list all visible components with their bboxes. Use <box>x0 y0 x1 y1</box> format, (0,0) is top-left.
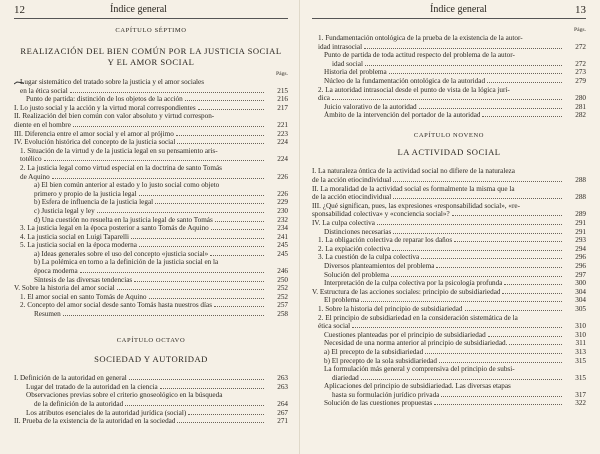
leader-dots <box>434 404 562 405</box>
leader-dots <box>73 126 264 127</box>
toc-entry-text: El problema <box>324 296 360 305</box>
toc-entry <box>312 322 586 331</box>
toc-entry-text: Punto de partida: distinción de los objetos de la acción <box>26 95 183 104</box>
chapter-7-label: CAPÍTULO SÉPTIMO <box>115 27 187 34</box>
toc-entry-page: 263 <box>277 382 288 391</box>
toc-entry <box>14 198 288 207</box>
leader-dots <box>377 224 562 225</box>
toc-entry <box>312 305 586 314</box>
toc-entry <box>14 241 288 250</box>
chapter-7-title <box>14 46 288 67</box>
toc-entry-page: 313 <box>575 347 586 356</box>
leader-dots <box>352 327 562 328</box>
leader-dots <box>125 405 264 406</box>
leader-dots <box>198 109 264 110</box>
toc-entry-page: 245 <box>277 249 288 258</box>
toc-entry <box>14 155 288 164</box>
toc-entry <box>312 219 586 228</box>
leader-dots <box>52 178 264 179</box>
toc-entry-page: 271 <box>277 417 288 426</box>
toc-entry-text: Los atributos esenciales de la autoridad jurídica (social) <box>26 408 187 417</box>
leader-dots <box>139 246 264 247</box>
toc-entry-page: 272 <box>575 59 586 68</box>
leader-dots <box>129 379 264 380</box>
leader-dots <box>361 379 562 380</box>
toc-entry-text: 1. Situación de la virtud y de la justicia legal en su pensamiento aris- <box>20 146 218 155</box>
toc-entry-text: b) Esfera de influencia de la justicia legal <box>34 198 154 207</box>
right-page <box>300 0 600 454</box>
toc-entry-text: V. Sobre la historia del amor social <box>14 284 115 293</box>
toc-entry-page: 224 <box>277 155 288 164</box>
toc-entry <box>312 262 586 271</box>
toc-entry <box>14 130 288 139</box>
toc-entry-text: II. Realización del bien común con valor absoluto y virtud correspon- <box>14 112 215 121</box>
toc-entry <box>14 284 288 293</box>
leader-dots <box>465 310 562 311</box>
toc-entry <box>14 224 288 233</box>
toc-entry <box>14 87 288 96</box>
toc-entry-page: 246 <box>277 267 288 276</box>
toc-entry-page: 264 <box>277 399 288 408</box>
toc-entry-text: a) El precepto de la subsidiariedad <box>324 347 424 356</box>
toc-entry-page: 304 <box>575 296 586 305</box>
toc-entry-text: 1. Fundamentación ontológica de la prueba de la existencia de la autor- <box>318 34 523 42</box>
leader-dots <box>361 301 562 302</box>
toc-entry-text: II. La moralidad de la actividad social es formalmente la misma que la <box>312 184 515 193</box>
pages-column-label-right: Págs. <box>574 27 586 33</box>
chapter-8-toc <box>14 374 288 426</box>
toc-entry-text: Interpretación de la culpa colectiva por la psicología profunda <box>324 279 503 288</box>
leader-dots <box>393 198 562 199</box>
toc-entry-text: de la acción etiocindividual <box>312 193 392 202</box>
leader-dots <box>454 241 562 242</box>
toc-entry <box>14 95 288 104</box>
toc-entry-page: 288 <box>575 193 586 202</box>
leader-dots <box>482 116 562 117</box>
toc-entry-page: 223 <box>277 129 288 138</box>
toc-entry <box>14 301 288 310</box>
toc-entry-text: d) Una cuestión no resuelta en la justicia legal de santo Tomás <box>34 215 213 224</box>
toc-entry <box>312 60 586 69</box>
toc-entry-text: Juicio valorativo de la autoridad <box>324 102 417 111</box>
toc-entry-text: sponsabilidad colectiva» y «conciencia social»? <box>312 210 450 219</box>
toc-entry-page: 272 <box>575 42 586 51</box>
leader-dots <box>97 212 264 213</box>
toc-entry-text: II. Prueba de la existencia de la autoridad en la sociedad <box>14 417 176 426</box>
toc-entry <box>312 245 586 254</box>
toc-entry-text: diariedad <box>332 373 359 382</box>
toc-entry <box>14 276 288 285</box>
leader-dots <box>210 255 264 256</box>
chapter-9-label: CAPÍTULO NOVENO <box>413 131 485 139</box>
toc-entry <box>14 293 288 302</box>
toc-entry-text: 3. La justicia legal en la época posterior a santo Tomás de Aquino <box>20 224 209 233</box>
toc-entry <box>312 236 586 245</box>
leader-dots <box>364 48 562 49</box>
toc-entry-page: 305 <box>575 304 586 313</box>
chapter-9-title: LA ACTIVIDAD SOCIAL <box>397 146 501 157</box>
leader-dots <box>425 353 562 354</box>
toc-entry-text: de Aquino <box>20 172 50 181</box>
toc-entry <box>312 193 586 202</box>
toc-entry-page: 226 <box>277 172 288 181</box>
toc-entry <box>312 228 586 237</box>
toc-entry-page: 281 <box>575 102 586 111</box>
chapter-7-toc <box>14 78 288 319</box>
toc-entry <box>14 207 288 216</box>
toc-entry-text: 2. El principio de subsidiariedad en la consideración sistemática de la <box>318 313 518 322</box>
toc-entry-text: primero y propio de la justicia legal <box>34 189 137 198</box>
toc-entry <box>312 94 586 103</box>
toc-entry-page: 245 <box>277 241 288 250</box>
toc-entry-text: Síntesis de las diversas tendencias <box>34 275 133 284</box>
toc-entry-page: 263 <box>277 374 288 383</box>
toc-entry-page: 267 <box>277 408 288 417</box>
chapter-8-continued-toc <box>312 34 586 120</box>
leader-dots <box>452 215 562 216</box>
toc-entry <box>312 296 586 305</box>
leader-dots <box>176 135 264 136</box>
toc-entry <box>312 288 586 297</box>
toc-entry-page: 252 <box>277 292 288 301</box>
leader-dots <box>185 100 264 101</box>
toc-entry-page: 250 <box>277 275 288 284</box>
toc-entry-page: 296 <box>575 261 586 270</box>
toc-entry-text: de la acción etiocindividual <box>312 176 392 185</box>
toc-entry <box>14 374 288 383</box>
leader-dots <box>155 203 264 204</box>
chapter-9-toc <box>312 167 586 408</box>
toc-entry <box>312 68 586 77</box>
leader-dots <box>504 284 562 285</box>
toc-entry <box>14 173 288 182</box>
toc-entry-page: 296 <box>575 253 586 262</box>
toc-entry-text: 2. Concepto del amor social desde santo Tomás hasta nuestros días <box>20 301 212 310</box>
leader-dots <box>117 289 264 290</box>
toc-entry-text: I. Lo justo social y la acción y la virtud moral correspondientes <box>14 103 196 112</box>
toc-entry-text: Observaciones previas sobre el criterio gnoseológico en la búsqueda <box>26 391 223 400</box>
leader-dots <box>139 195 264 196</box>
toc-entry-text: III. ¿Qué significan, pues, las expresiones «responsabilidad social», «re- <box>312 201 520 210</box>
toc-entry-text: de la definición de la autoridad <box>34 399 124 408</box>
toc-entry-text: Distinciones necesarias <box>324 227 392 236</box>
toc-entry-text: La formulación más general y comprensiva del principio de subsi- <box>324 365 515 374</box>
toc-entry-page: 217 <box>277 103 288 112</box>
toc-entry-text: 3. La cuestión de la culpa colectiva <box>318 253 420 262</box>
toc-entry <box>312 271 586 280</box>
toc-entry <box>14 267 288 276</box>
leader-dots <box>393 233 562 234</box>
leader-dots <box>509 344 562 345</box>
toc-entry-page: 310 <box>575 322 586 331</box>
toc-entry-text: b) La polémica en torno a la definición de la justicia social en la <box>34 258 219 267</box>
toc-entry-text: c) Justicia legal y ley <box>34 206 95 215</box>
toc-entry-text: Resumen <box>34 310 61 319</box>
toc-entry-page: 315 <box>575 356 586 365</box>
toc-entry-text: 2. La autoridad intrasocial desde el punto de vista de la lógica jurí- <box>318 85 510 94</box>
toc-entry <box>14 233 288 242</box>
toc-entry-text: 1. La obligación colectiva de reparar los daños <box>318 236 453 245</box>
toc-entry-text: idad intrasocial <box>318 42 363 51</box>
right-running-header <box>312 4 586 19</box>
toc-entry-page: 294 <box>575 244 586 253</box>
toc-entry <box>312 357 586 366</box>
toc-entry <box>14 104 288 113</box>
toc-entry-text: Ámbito de la intervención del portador de la autoridad <box>324 111 481 120</box>
toc-entry-text: I. La naturaleza óntica de la actividad social no difiere de la naturaleza <box>312 167 515 176</box>
toc-entry-page: 226 <box>277 189 288 198</box>
leader-dots <box>188 414 264 415</box>
toc-entry-text: época moderna <box>34 267 78 276</box>
toc-entry <box>312 374 586 383</box>
toc-entry-page: 288 <box>575 176 586 185</box>
toc-entry-text: 5. La justicia social en la época moderna <box>20 241 137 250</box>
toc-entry-text: Historia del problema <box>324 68 387 77</box>
toc-entry <box>14 121 288 130</box>
toc-entry-text: idad social <box>332 59 363 68</box>
toc-entry <box>312 77 586 86</box>
toc-entry-text: diente en el hombre <box>14 120 71 129</box>
toc-entry-page: 304 <box>575 287 586 296</box>
toc-entry <box>312 279 586 288</box>
toc-entry-text: Necesidad de una norma anterior al principio de subsidiariedad. <box>324 339 508 348</box>
toc-entry-text: 1. El amor social en santo Tomás de Aquino <box>20 292 147 301</box>
toc-entry <box>312 210 586 219</box>
toc-entry-page: 224 <box>277 138 288 147</box>
leader-dots <box>160 388 264 389</box>
toc-entry-text: Solución de las cuestiones propuestas <box>324 399 433 408</box>
leader-dots <box>149 298 264 299</box>
leader-dots <box>419 108 562 109</box>
toc-entry-text: a) El bien común anterior al estado y lo justo social como objeto <box>34 181 220 190</box>
leader-dots <box>63 315 264 316</box>
leader-dots <box>214 306 264 307</box>
toc-entry <box>312 348 586 357</box>
toc-entry <box>14 383 288 392</box>
leader-dots <box>436 267 562 268</box>
toc-entry-page: 221 <box>277 120 288 129</box>
leader-dots <box>487 82 562 83</box>
toc-entry-page: 297 <box>575 270 586 279</box>
toc-entry <box>312 399 586 408</box>
toc-entry-page: 315 <box>575 373 586 382</box>
toc-entry <box>14 216 288 225</box>
leader-dots <box>70 92 264 93</box>
chapter-8-title: SOCIEDAD Y AUTORIDAD <box>94 353 208 364</box>
toc-entry <box>312 253 586 262</box>
leader-dots <box>441 396 562 397</box>
toc-entry-page: 216 <box>277 95 288 104</box>
toc-entry-page: 258 <box>277 310 288 319</box>
chapter-7-title-line-2: Y EL AMOR SOCIAL <box>107 56 195 67</box>
toc-entry-page: 273 <box>575 68 586 77</box>
toc-entry-text: Aplicaciones del principio de subsidiariedad. Las diversas etapas <box>324 382 511 391</box>
toc-entry-text: 4. La justicia social en Luigi Taparelli <box>20 232 129 241</box>
right-page-number: 13 <box>575 4 586 16</box>
toc-entry-page: 289 <box>575 210 586 219</box>
toc-entry <box>14 138 288 147</box>
toc-entry-page: 311 <box>575 339 586 348</box>
pencil-mark-icon <box>14 80 24 86</box>
toc-entry-text: III. Diferencia entre el amor social y el amor al prójimo <box>14 129 174 138</box>
toc-entry-text: IV. La culpa colectiva <box>312 219 375 227</box>
toc-entry-text: Punto de partida de toda actitud respecto del problema de la autor- <box>324 51 515 60</box>
toc-entry-page: 241 <box>277 232 288 241</box>
right-running-head: Índice general <box>430 4 487 15</box>
toc-entry-text: Solución del problema <box>324 270 390 279</box>
leader-dots <box>421 258 562 259</box>
toc-entry <box>14 417 288 426</box>
toc-entry-page: 291 <box>575 227 586 236</box>
toc-entry-page: 293 <box>575 236 586 245</box>
toc-entry-text: 2. La expiación colectiva <box>318 244 391 253</box>
toc-entry-page: 279 <box>575 76 586 85</box>
toc-entry-text: b) El precepto de la sola subsidiariedad <box>324 356 437 365</box>
toc-entry-text: ética social <box>318 322 351 331</box>
toc-entry <box>14 310 288 319</box>
left-running-head: Índice general <box>110 4 167 15</box>
toc-entry <box>312 176 586 185</box>
toc-entry-text: 2. La justicia legal como virtud especial en la doctrina de santo Tomás <box>20 163 222 172</box>
leader-dots <box>131 238 264 239</box>
leader-dots <box>332 99 562 100</box>
leader-dots <box>215 221 264 222</box>
toc-entry-text: 1. Sobre la historia del principio de subsidiariedad <box>318 304 463 313</box>
toc-entry-page: 322 <box>575 399 586 408</box>
toc-entry-text: dica <box>318 94 330 103</box>
pages-column-label: Págs. <box>276 71 288 77</box>
toc-entry-page: 252 <box>277 284 288 293</box>
toc-entry <box>312 43 586 52</box>
toc-entry-text: totélico <box>20 155 42 164</box>
toc-entry-page: 230 <box>277 206 288 215</box>
toc-entry-text: Lugar sistemático del tratado sobre la justicia y el amor sociales <box>20 78 205 86</box>
toc-entry-text: IV. Evolución histórica del concepto de la justicia social <box>14 138 176 147</box>
leader-dots <box>80 272 264 273</box>
toc-entry-text: V. Estructura de las acciones sociales: principio de subsidiariedad <box>312 287 501 296</box>
toc-entry-page: 215 <box>277 86 288 95</box>
leader-dots <box>392 250 562 251</box>
left-running-header <box>14 4 288 19</box>
toc-entry <box>14 409 288 418</box>
leader-dots <box>389 73 562 74</box>
toc-entry-page: 282 <box>575 111 586 120</box>
toc-entry-text: I. Definición de la autoridad en general <box>14 374 127 383</box>
toc-entry-page: 291 <box>575 219 586 227</box>
toc-entry-text: a) Ideas generales sobre el uso del concepto «justicia social» <box>34 249 209 258</box>
leader-dots <box>391 276 562 277</box>
toc-entry-text: Lugar del tratado de la autoridad en la ciencia <box>26 382 158 391</box>
leader-dots <box>502 293 562 294</box>
leader-dots <box>211 229 264 230</box>
toc-entry <box>14 250 288 259</box>
leader-dots <box>365 65 562 66</box>
toc-entry-page: 317 <box>575 390 586 399</box>
toc-entry-text: en la ética social <box>20 86 68 95</box>
toc-entry <box>14 190 288 199</box>
toc-entry-page: 280 <box>575 94 586 103</box>
toc-entry-text: Diversos planteamientos del problema <box>324 261 435 270</box>
toc-entry-page: 300 <box>575 279 586 288</box>
chapter-8-label: CAPÍTULO OCTAVO <box>116 336 186 344</box>
toc-entry-text: hasta su formulación jurídico privada <box>332 390 440 399</box>
leader-dots <box>134 281 264 282</box>
leader-dots <box>488 336 562 337</box>
toc-entry <box>312 111 586 120</box>
toc-entry-page: 229 <box>277 198 288 207</box>
toc-entry-page: 232 <box>277 215 288 224</box>
leader-dots <box>177 143 264 144</box>
toc-entry <box>312 331 586 340</box>
toc-entry-page: 234 <box>277 224 288 233</box>
toc-entry-page: 257 <box>277 301 288 310</box>
chapter-7-title-line-1: REALIZACIÓN DEL BIEN COMÚN POR LA JUSTICIA SOCIAL <box>20 46 282 56</box>
toc-entry-text: Núcleo de la fundamentación ontológica de la autoridad <box>324 76 486 85</box>
toc-entry <box>312 391 586 400</box>
toc-entry-page: 310 <box>575 330 586 339</box>
leader-dots <box>177 422 264 423</box>
leader-dots <box>439 362 562 363</box>
toc-entry <box>312 103 586 112</box>
toc-entry <box>312 339 586 348</box>
left-page-number: 12 <box>14 4 25 16</box>
toc-entry-text: Cuestiones planteadas por el principio de subsidiariedad <box>324 330 486 339</box>
leader-dots <box>393 181 562 182</box>
toc-entry <box>14 400 288 409</box>
leader-dots <box>44 160 264 161</box>
